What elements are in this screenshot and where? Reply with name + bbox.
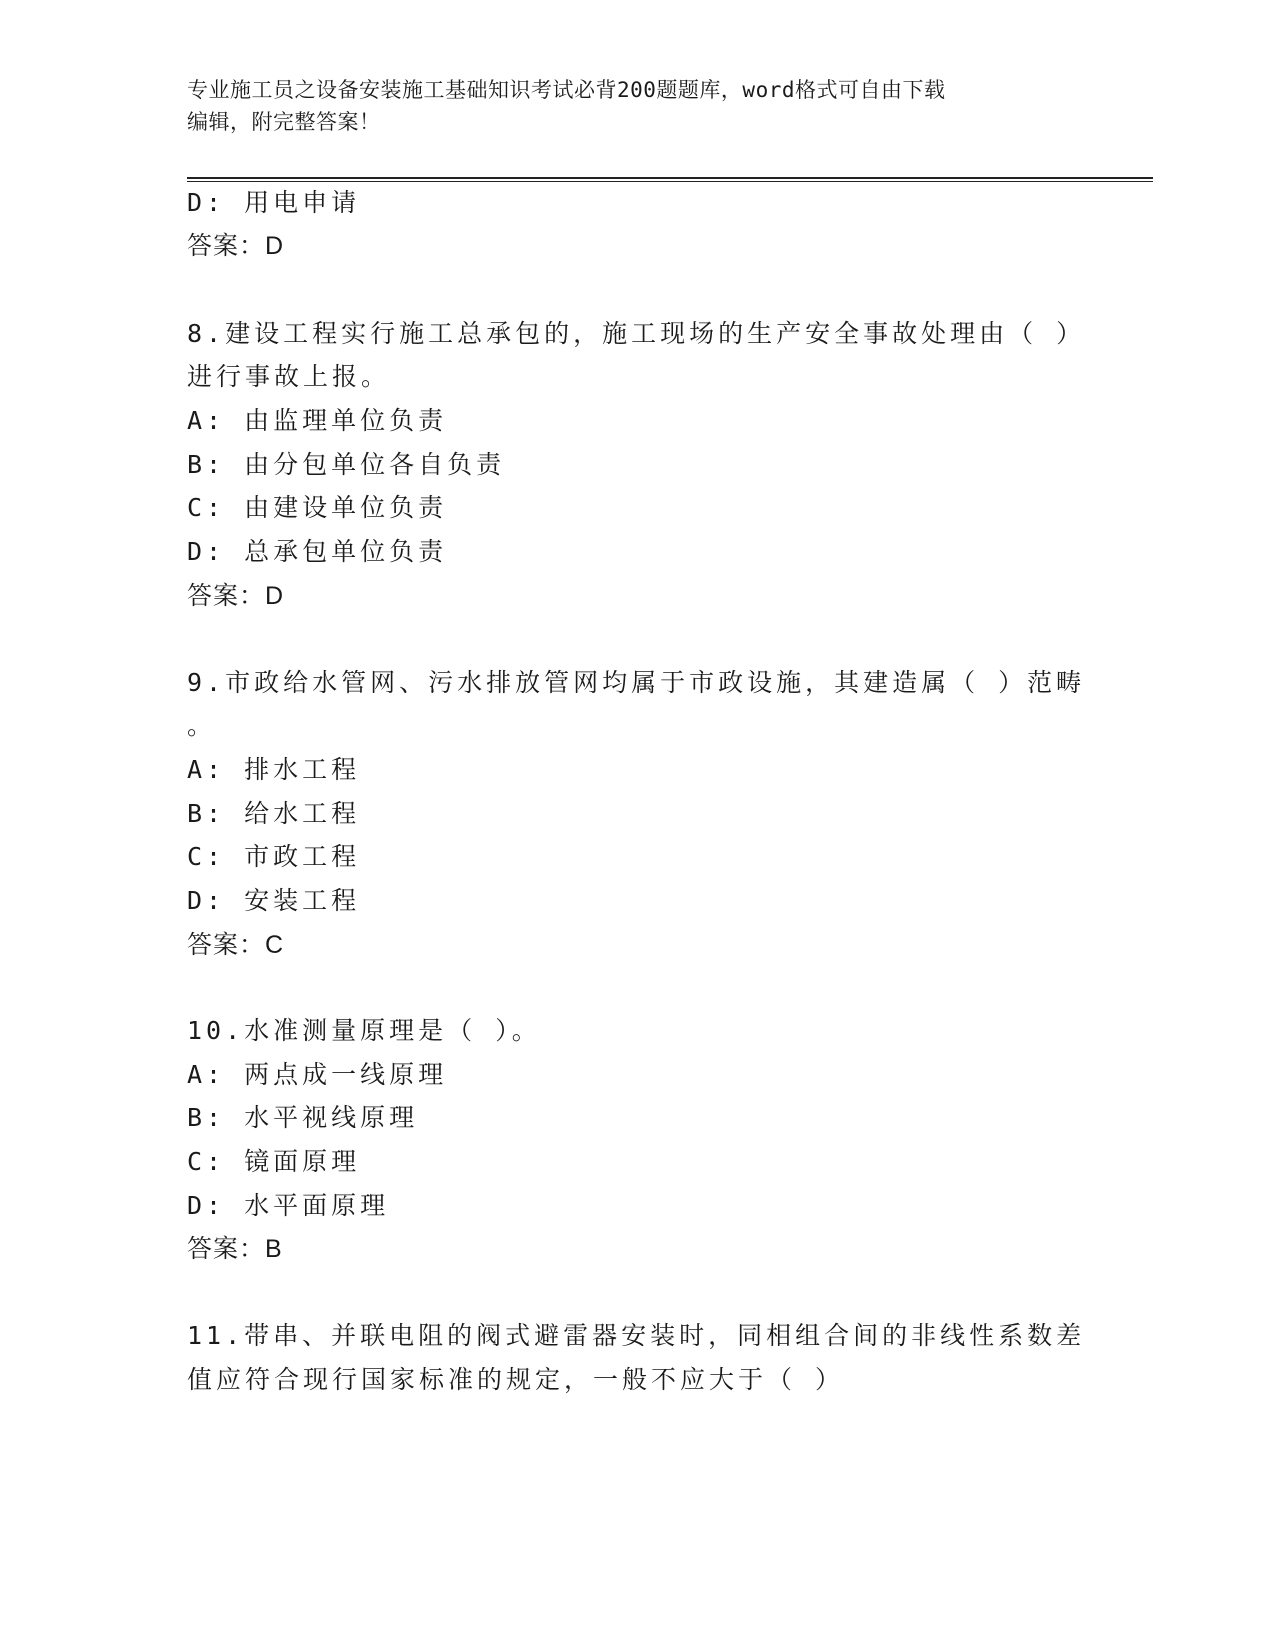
q8-answer: 答案：D — [187, 582, 285, 610]
q9-option-a: A: 排水工程 — [187, 755, 361, 784]
header-line-1: 专业施工员之设备安装施工基础知识考试必背200题题库，word格式可自由下载 — [187, 78, 946, 102]
q8-stem-line-2: 进行事故上报。 — [187, 362, 391, 391]
q10-answer: 答案：B — [187, 1235, 283, 1263]
q8-option-b: B: 由分包单位各自负责 — [187, 450, 506, 479]
q9-stem-line-1: 9.市政给水管网、污水排放管网均属于市政设施，其建造属（ ）范畴 — [187, 668, 1086, 697]
q10-option-c: C: 镜面原理 — [187, 1147, 361, 1176]
prev-option-d: D: 用电申请 — [187, 188, 361, 217]
q8-stem-line-1: 8.建设工程实行施工总承包的，施工现场的生产安全事故处理由（ ） — [187, 319, 1086, 348]
q9-option-d: D: 安装工程 — [187, 886, 361, 915]
header-line-2: 编辑，附完整答案！ — [187, 110, 381, 134]
q10-option-d: D: 水平面原理 — [187, 1191, 390, 1220]
prev-answer: 答案：D — [187, 232, 285, 260]
q10-stem-line-1: 10.水准测量原理是（ ）。 — [187, 1016, 541, 1045]
q8-option-c: C: 由建设单位负责 — [187, 493, 448, 522]
q9-option-c: C: 市政工程 — [187, 842, 361, 871]
q10-option-a: A: 两点成一线原理 — [187, 1060, 448, 1089]
q10-option-b: B: 水平视线原理 — [187, 1103, 419, 1132]
q8-option-a: A: 由监理单位负责 — [187, 406, 448, 435]
q8-option-d: D: 总承包单位负责 — [187, 537, 448, 566]
header-divider — [187, 177, 1153, 182]
q9-stem-line-2: 。 — [187, 711, 217, 740]
page-header — [187, 74, 1067, 138]
q9-answer: 答案：C — [187, 931, 285, 959]
q11-stem-line-2: 值应符合现行国家标准的规定，一般不应大于（ ） — [187, 1365, 845, 1394]
q11-stem-line-1: 11.带串、并联电阻的阀式避雷器安装时，同相组合间的非线性系数差 — [187, 1321, 1086, 1350]
q9-option-b: B: 给水工程 — [187, 799, 361, 828]
